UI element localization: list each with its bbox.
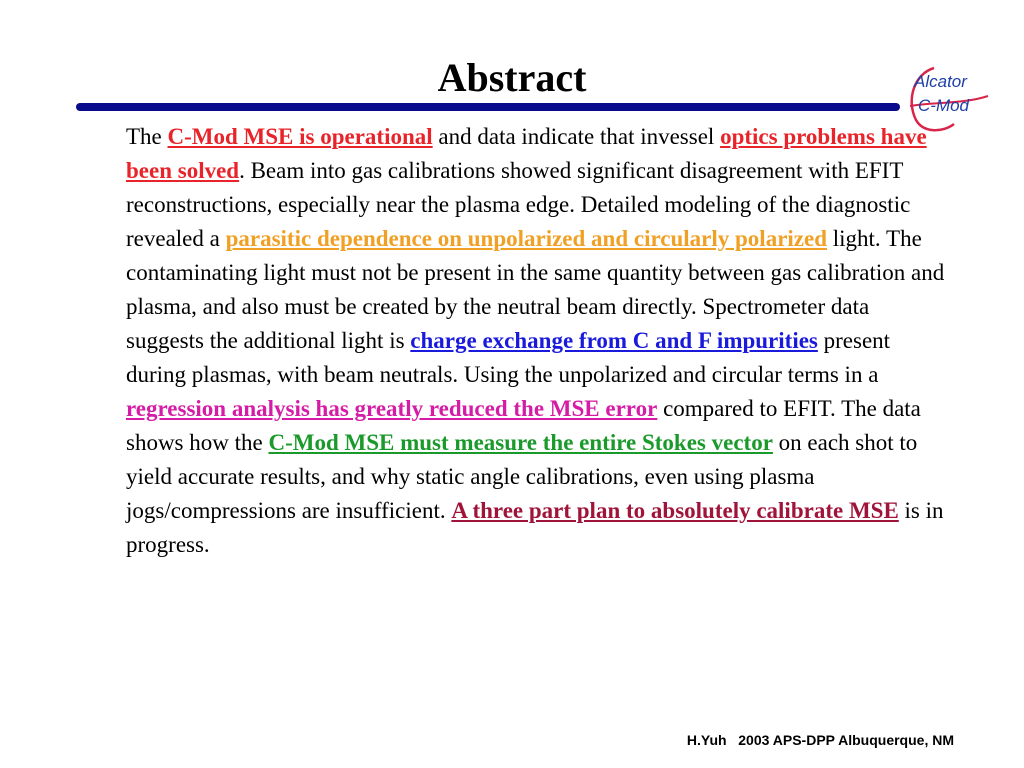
highlight-mse-operational: C-Mod MSE is operational — [167, 124, 433, 149]
page-title: Abstract — [437, 55, 587, 100]
highlight-stokes-vector: C-Mod MSE must measure the entire Stokes vector — [268, 430, 773, 455]
abstract-paragraph — [126, 120, 946, 562]
highlight-parasitic-dependence: parasitic dependence on unpolarized and circularly polarized — [225, 226, 828, 251]
text-segment: . Beam into gas calibrations showed significant disagreement with EFIT reconstructions, especially near the plasma edge. Detailed modeling of the diagnostic revealed a — [126, 158, 911, 251]
highlight-calibration-plan: A three part plan to absolutely calibrate MSE — [451, 498, 899, 523]
text-segment: The — [126, 124, 168, 149]
highlight-regression-analysis: regression analysis has greatly reduced the MSE error — [126, 396, 658, 421]
highlight-charge-exchange: charge exchange from C and F impurities — [410, 328, 818, 353]
logo-text-line1: Alcator — [914, 72, 967, 91]
text-segment: compared to EFIT. The data shows how the — [126, 396, 921, 455]
text-segment: on each shot to yield accurate results, and why static angle calibrations, even using plasma jogs/compressions are insufficient. — [126, 430, 918, 523]
text-segment: and data indicate that invessel — [432, 124, 721, 149]
highlight-optics-solved: optics problems have been solved — [126, 124, 927, 183]
footer-credit: H.Yuh 2003 APS-DPP Albuquerque, NM — [686, 732, 954, 748]
logo-text-line2: C-Mod — [918, 96, 970, 115]
text-segment: light. The contaminating light must not be present in the same quantity between gas calibration and plasma, and also must be created by the neutral beam directly. Spectrometer data suggests the additional light is — [126, 226, 945, 353]
title-divider — [72, 100, 904, 114]
text-segment: present during plasmas, with beam neutrals. Using the unpolarized and circular terms in a — [126, 328, 891, 387]
text-segment: is in progress. — [126, 498, 944, 557]
